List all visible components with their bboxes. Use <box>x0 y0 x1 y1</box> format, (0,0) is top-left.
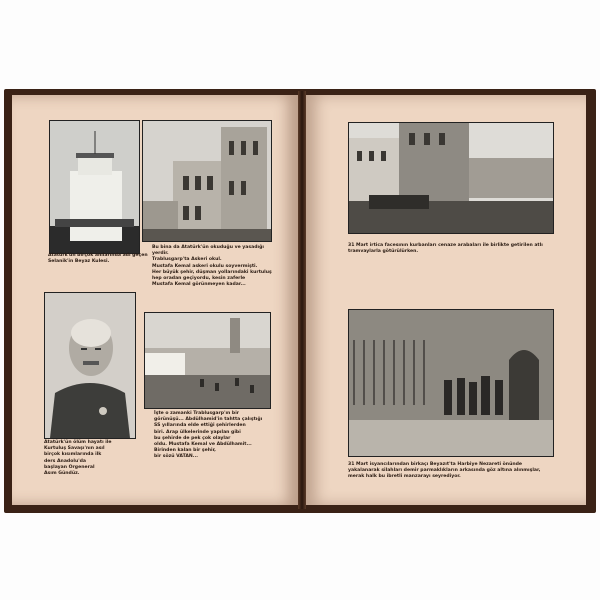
school-building-photo <box>142 120 272 242</box>
right-page <box>306 95 586 505</box>
left-page <box>12 95 298 505</box>
tram-street-photo <box>348 122 554 234</box>
city-square-photo <box>144 312 271 409</box>
general-portrait-photo <box>44 292 136 439</box>
white-tower-photo <box>49 120 140 254</box>
arcade-soldiers-photo <box>348 309 554 457</box>
school-caption: Bu bina da Atatürk'ün okuduğu ve yasadığı yerdir. Trablusgarp'ta Askeri okul. Mustafa Kemal askeri okulu soyvermişti. Her büyük şehir, düşman yollarındaki kurtuluş hep oradan geçiyordu, kesin zaferle Mustafa Kemal görünmeyen kadar... <box>152 245 272 288</box>
tower-caption: Atatürk'ün birçok anılarında adı geçen Selanik'in Beyaz Kulesi. <box>48 253 148 265</box>
book-gutter <box>298 91 306 509</box>
square-caption: İşte o zamanki Trablusgarp'ın bir görünüşü... Abdülhamid'in tahtta çalıştığı SS yıllarında elde ettiği şehirlerden biri. Arap ülkelerinde yapılan gibi bu şehirde de pek çok olaylar oldu. Mustafa Kemal ve Abdülhamit... Birinden kalan bir şehir, bir sözü VATAN... <box>154 411 263 460</box>
general-caption: Atatürk'ün ölüm hayatı ile Kurtuluş Savaşı'nın asıl birçok kısımlarında ilk ders Anadolu'da başlayan Orgeneral Asım Gündüz. <box>44 440 112 477</box>
tram-caption: 31 Mart irtica facesının kurbanları cenaze arabaları ile birlikte getirilen atlı tramvaylarla götürülürken. <box>348 243 543 255</box>
arcade-caption: 31 Mart isyancılarından birkaçı Beyazıt'ta Harbiye Nezareti önünde yakalanarak silahları demir parmaklıkların arkasında göz altına alınmışlar, merak halk bu ibretli manzarayı seyrediyor. <box>348 462 541 480</box>
